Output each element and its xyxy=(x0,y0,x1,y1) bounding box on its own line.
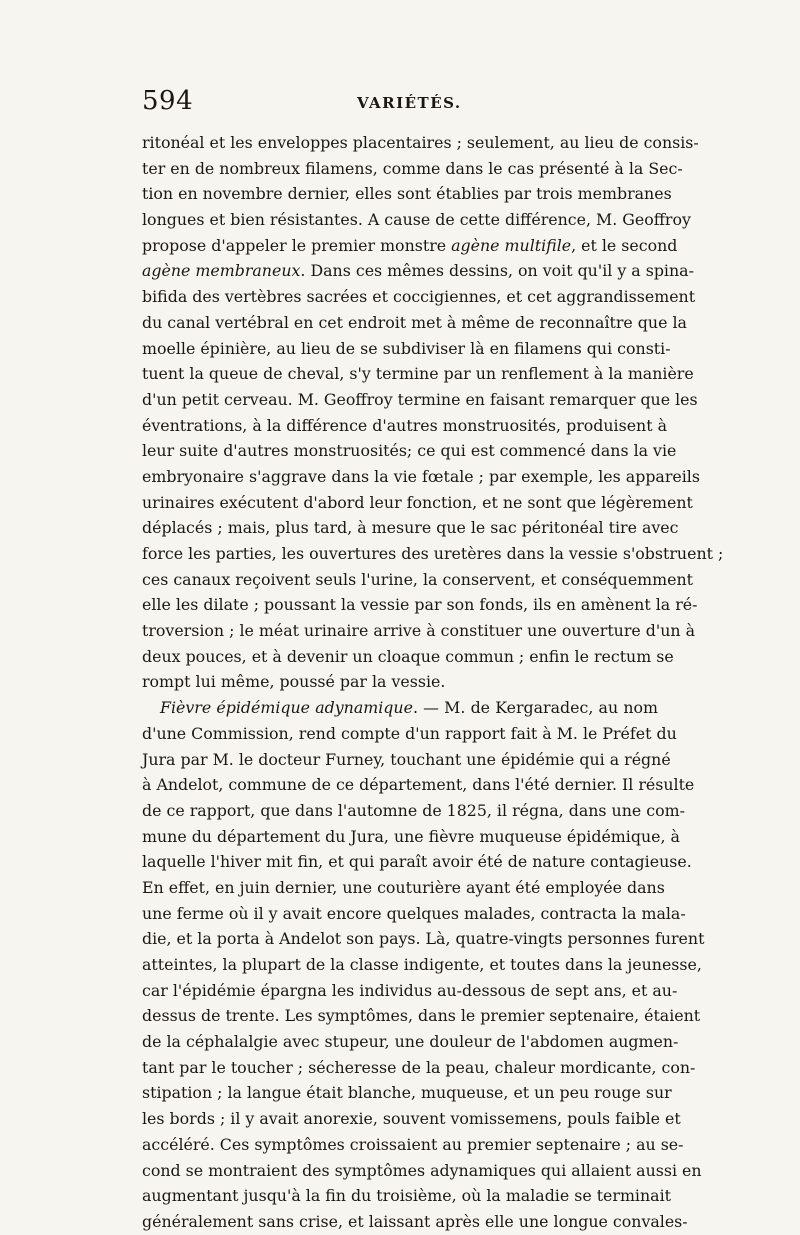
text-line: généralement sans crise, et laissant après elle une longue convales- xyxy=(142,1211,688,1231)
text-line: urinaires exécutent d'abord leur fonction, et ne sont que légèrement xyxy=(142,492,693,512)
text-line: car l'épidémie épargna les individus au-dessous de sept ans, et au- xyxy=(142,980,678,1000)
page-number: 594 xyxy=(142,86,194,116)
text-line: leur suite d'autres monstruosités; ce qui est commencé dans la vie xyxy=(142,441,677,461)
text-line: rompt lui même, poussé par la vessie. xyxy=(142,672,446,692)
text-line: ritonéal et les enveloppes placentaires ; seulement, au lieu de consis- xyxy=(142,133,699,152)
text-line: une ferme où il y avait encore quelques malades, contracta la mala- xyxy=(142,903,686,923)
text-line: force les parties, les ouvertures des uretères dans la vessie s'obstruent ; xyxy=(142,544,724,563)
text-line: ter en de nombreux filamens, comme dans le cas présenté à la Sec- xyxy=(142,158,683,178)
text-line: de la céphalalgie avec stupeur, une douleur de l'abdomen augmen- xyxy=(142,1032,679,1052)
text-line: propose d'appeler le premier monstre agène multifile, et le second xyxy=(142,235,678,255)
text-line: les bords ; il y avait anorexie, souvent vomissemens, pouls faible et xyxy=(142,1109,681,1129)
running-head: VARIÉTÉS. xyxy=(357,94,462,112)
text-line: d'un petit cerveau. M. Geoffroy termine en faisant remarquer que les xyxy=(142,389,698,409)
text-line: die, et la porta à Andelot son pays. Là, quatre-vingts personnes furent xyxy=(142,929,705,949)
text-line: tuent la queue de cheval, s'y termine par un renflement à la manière xyxy=(142,364,694,384)
text-line: deux pouces, et à devenir un cloaque commun ; enfin le rectum se xyxy=(142,646,674,666)
text-line: du canal vertébral en cet endroit met à même de reconnaître que la xyxy=(142,312,687,332)
text-line: dessus de trente. Les symptômes, dans le premier septenaire, étaient xyxy=(142,1006,701,1026)
text-line: elle les dilate ; poussant la vessie par son fonds, ils en amènent la ré- xyxy=(142,595,698,615)
text-line: tion en novembre dernier, elles sont établies par trois membranes xyxy=(142,184,672,204)
text-line: atteintes, la plupart de la classe indigente, et toutes dans la jeunesse, xyxy=(142,955,702,974)
text-line: troversion ; le méat urinaire arrive à constituer une ouverture d'un à xyxy=(142,621,696,641)
text-line: tant par le toucher ; sécheresse de la peau, chaleur mordicante, con- xyxy=(142,1057,696,1077)
text-line: à Andelot, commune de ce département, dans l'été dernier. Il résulte xyxy=(142,775,695,795)
text-line: de ce rapport, que dans l'automne de 1825, il régna, dans une com- xyxy=(142,800,685,820)
page-header xyxy=(142,86,662,122)
text-line: moelle épinière, au lieu de se subdiviser là en filamens qui consti- xyxy=(142,338,671,358)
text-line: d'une Commission, rend compte d'un rapport fait à M. le Préfet du xyxy=(142,723,677,743)
section-heading-line: Fièvre épidémique adynamique. — M. de Kergaradec, au nom xyxy=(160,698,658,718)
text-line: bifida des vertèbres sacrées et coccigiennes, et cet aggrandissement xyxy=(142,287,696,307)
text-line: agène membraneux. Dans ces mêmes dessins, on voit qu'il y a spina- xyxy=(142,261,694,281)
text-line: laquelle l'hiver mit fin, et qui paraît avoir été de nature contagieuse. xyxy=(142,852,692,872)
text-line: éventrations, à la différence d'autres monstruosités, produisent à xyxy=(142,415,668,435)
text-line: augmentant jusqu'à la fin du troisième, où la maladie se terminait xyxy=(142,1186,671,1206)
text-line: ces canaux reçoivent seuls l'urine, la conservent, et conséquemment xyxy=(142,569,693,589)
text-line: cond se montraient des symptômes adynamiques qui allaient aussi en xyxy=(142,1160,702,1180)
text-line: embryonaire s'aggrave dans la vie fœtale ; par exemple, les appareils xyxy=(142,466,700,486)
text-line: mune du département du Jura, une fièvre muqueuse épidémique, à xyxy=(142,826,680,846)
text-line: longues et bien résistantes. A cause de cette différence, M. Geoffroy xyxy=(142,210,691,230)
text-line: En effet, en juin dernier, une couturière ayant été employée dans xyxy=(142,877,665,897)
text-line: stipation ; la langue était blanche, muqueuse, et un peu rouge sur xyxy=(142,1083,672,1103)
body-text xyxy=(142,130,724,1235)
text-line: accéléré. Ces symptômes croissaient au premier septenaire ; au se- xyxy=(142,1134,684,1154)
text-line: Jura par M. le docteur Furney, touchant une épidémie qui a régné xyxy=(142,749,671,769)
text-line: déplacés ; mais, plus tard, à mesure que le sac péritonéal tire avec xyxy=(142,518,679,538)
